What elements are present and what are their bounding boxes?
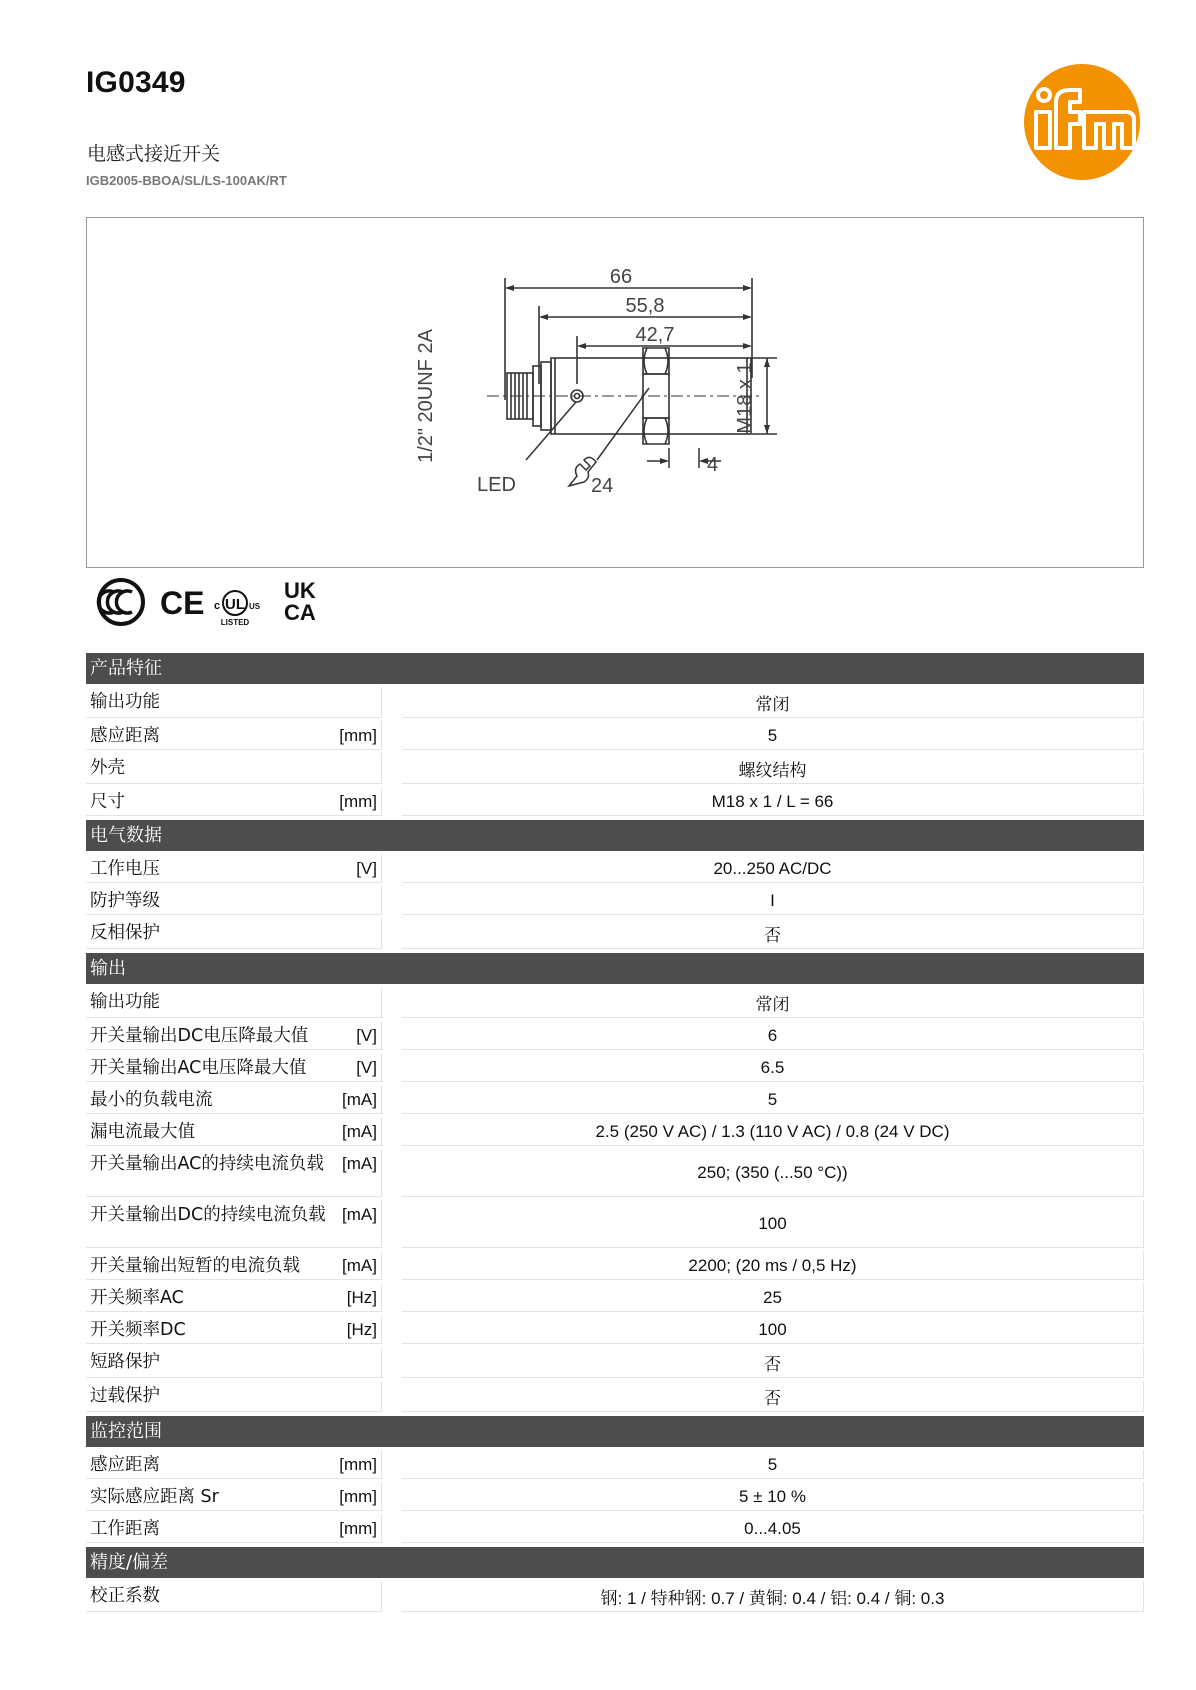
- spec-label-cell: [86, 1200, 382, 1248]
- spec-value: 25: [402, 1283, 1144, 1312]
- spec-row: [86, 787, 1144, 816]
- spec-row: [86, 1283, 1144, 1312]
- spec-label-cell: [86, 918, 382, 949]
- ccc-icon: [98, 580, 143, 624]
- spec-label-cell: [86, 1514, 382, 1543]
- spec-label-cell: [86, 886, 382, 915]
- spec-label: 开关量输出DC电压降最大值: [90, 1026, 309, 1046]
- spec-label: 开关量输出DC的持续电流负载: [90, 1205, 326, 1225]
- spec-row: [86, 1482, 1144, 1511]
- dimension-drawing: [86, 217, 1144, 568]
- spec-label: 开关量输出AC电压降最大值: [90, 1058, 307, 1078]
- spec-value: 否: [402, 918, 1144, 949]
- spec-value: 2200; (20 ms / 0,5 Hz): [402, 1251, 1144, 1280]
- spec-label-cell: [86, 1021, 382, 1050]
- spec-row: [86, 1053, 1144, 1082]
- dim-55-8: 55,8: [625, 295, 665, 317]
- ce-icon: CE: [160, 585, 205, 621]
- spec-label: 反相保护: [90, 923, 160, 943]
- svg-text:US: US: [249, 602, 261, 611]
- ukca-icon: [284, 578, 316, 625]
- spec-label-cell: [86, 1581, 382, 1612]
- spec-row: [86, 1085, 1144, 1114]
- spec-label: 漏电流最大值: [90, 1122, 195, 1142]
- spec-row: [86, 1381, 1144, 1412]
- spec-unit: [mm]: [339, 1455, 377, 1474]
- section-header: 输出: [86, 953, 1144, 984]
- spec-label-cell: [86, 1053, 382, 1082]
- spec-label-cell: [86, 1117, 382, 1146]
- ifm-logo: [1022, 62, 1142, 182]
- spec-row: [86, 1450, 1144, 1479]
- spec-label-cell: [86, 1149, 382, 1197]
- article-code: IGB2005-BBOA/SL/LS-100AK/RT: [86, 173, 287, 188]
- spec-unit: [mm]: [339, 1519, 377, 1538]
- ul-listed-icon: [214, 591, 261, 626]
- section-header: 电气数据: [86, 820, 1144, 851]
- spec-value: M18 x 1 / L = 66: [402, 787, 1144, 816]
- spec-label-cell: [86, 1450, 382, 1479]
- spec-row: [86, 1021, 1144, 1050]
- spec-label: 短路保护: [90, 1352, 160, 1372]
- dim-thread-unf: 1/2" 20UNF 2A: [415, 329, 437, 463]
- spec-row: [86, 1251, 1144, 1280]
- spec-value: 5 ± 10 %: [402, 1482, 1144, 1511]
- spec-unit: [mA]: [342, 1090, 377, 1109]
- spec-label: 实际感应距离 Sr: [90, 1487, 219, 1507]
- spec-row: [86, 687, 1144, 718]
- section-header: 精度/偏差: [86, 1547, 1144, 1578]
- svg-text:UK: UK: [284, 578, 316, 603]
- spec-value: 2.5 (250 V AC) / 1.3 (110 V AC) / 0.8 (24 V DC): [402, 1117, 1144, 1146]
- spec-label-cell: [86, 1283, 382, 1312]
- dim-66: 66: [609, 266, 633, 288]
- spec-row: [86, 721, 1144, 750]
- spec-value: 否: [402, 1381, 1144, 1412]
- spec-label-cell: [86, 787, 382, 816]
- svg-text:LISTED: LISTED: [220, 618, 250, 626]
- spec-label: 感应距离: [90, 1455, 160, 1475]
- spec-label: 输出功能: [90, 992, 160, 1012]
- spec-value: 6: [402, 1021, 1144, 1050]
- spec-label: 过载保护: [90, 1386, 160, 1406]
- spec-value: 5: [402, 721, 1144, 750]
- led-label: LED: [477, 474, 516, 496]
- spec-value: 100: [402, 1200, 1144, 1248]
- spec-label: 工作距离: [90, 1519, 160, 1539]
- spec-value: 20...250 AC/DC: [402, 854, 1144, 883]
- spec-unit: [Hz]: [346, 1288, 377, 1307]
- wrench-size: 24: [591, 475, 614, 497]
- spec-unit: [mA]: [342, 1122, 377, 1141]
- spec-row: [86, 987, 1144, 1018]
- spec-table: [86, 653, 1144, 1612]
- spec-label: 工作电压: [90, 859, 160, 879]
- spec-value: 钢: 1 / 特种钢: 0.7 / 黄铜: 0.4 / 铝: 0.4 / 铜: 0.3: [402, 1581, 1144, 1612]
- spec-label-cell: [86, 721, 382, 750]
- dim-42-7: 42,7: [635, 324, 675, 346]
- spec-row: [86, 918, 1144, 949]
- spec-unit: [mA]: [342, 1205, 377, 1224]
- spec-label-cell: [86, 1251, 382, 1280]
- spec-value: 6.5: [402, 1053, 1144, 1082]
- spec-unit: [mm]: [339, 1487, 377, 1506]
- spec-label: 开关量输出短暂的电流负载: [90, 1256, 300, 1276]
- spec-unit: [mm]: [339, 726, 377, 745]
- spec-unit: [mm]: [339, 792, 377, 811]
- svg-text:UL: UL: [225, 596, 245, 613]
- spec-value: 5: [402, 1085, 1144, 1114]
- spec-value: 常闭: [402, 987, 1144, 1018]
- spec-unit: [Hz]: [346, 1320, 377, 1339]
- spec-label: 校正系数: [90, 1586, 160, 1606]
- svg-text:c: c: [214, 600, 221, 612]
- spec-row: [86, 1347, 1144, 1378]
- spec-row: [86, 886, 1144, 915]
- spec-row: [86, 1117, 1144, 1146]
- spec-label-cell: [86, 854, 382, 883]
- spec-label: 开关频率AC: [90, 1288, 184, 1308]
- spec-value: 5: [402, 1450, 1144, 1479]
- spec-row: [86, 753, 1144, 784]
- spec-label: 开关量输出AC的持续电流负载: [90, 1154, 324, 1174]
- svg-text:CA: CA: [284, 600, 316, 625]
- spec-row: [86, 1315, 1144, 1344]
- spec-label: 输出功能: [90, 692, 160, 712]
- spec-label: 防护等级: [90, 891, 160, 911]
- logo-text: ifm: [1082, 178, 1084, 179]
- section-header: 产品特征: [86, 653, 1144, 684]
- spec-value: 100: [402, 1315, 1144, 1344]
- section-header: 监控范围: [86, 1416, 1144, 1447]
- spec-label-cell: [86, 1482, 382, 1511]
- spec-label: 开关频率DC: [90, 1320, 186, 1340]
- spec-label-cell: [86, 1381, 382, 1412]
- spec-row: [86, 1581, 1144, 1612]
- spec-label: 感应距离: [90, 726, 160, 746]
- spec-label-cell: [86, 753, 382, 784]
- spec-unit: [V]: [356, 1058, 377, 1077]
- certification-marks: [92, 576, 332, 626]
- dim-m18: M18 x 1: [734, 362, 756, 434]
- spec-value: 螺纹结构: [402, 753, 1144, 784]
- spec-unit: [V]: [356, 1026, 377, 1045]
- spec-label: 外壳: [90, 758, 125, 778]
- product-subtitle: 电感式接近开关: [87, 143, 221, 165]
- spec-label-cell: [86, 1347, 382, 1378]
- product-title: IG0349: [86, 66, 186, 99]
- spec-unit: [mA]: [342, 1256, 377, 1275]
- spec-unit: [mA]: [342, 1154, 377, 1173]
- spec-value: I: [402, 886, 1144, 915]
- spec-value: 0...4.05: [402, 1514, 1144, 1543]
- spec-row: [86, 1514, 1144, 1543]
- spec-unit: [V]: [356, 859, 377, 878]
- spec-label: 最小的负载电流: [90, 1090, 213, 1110]
- spec-label-cell: [86, 687, 382, 718]
- dim-4: 4: [707, 454, 719, 476]
- spec-label-cell: [86, 1085, 382, 1114]
- spec-row: [86, 1149, 1144, 1197]
- spec-row: [86, 854, 1144, 883]
- spec-value: 常闭: [402, 687, 1144, 718]
- spec-value: 250; (350 (...50 °C)): [402, 1149, 1144, 1197]
- spec-label-cell: [86, 987, 382, 1018]
- spec-value: 否: [402, 1347, 1144, 1378]
- spec-label-cell: [86, 1315, 382, 1344]
- spec-label: 尺寸: [90, 792, 125, 812]
- spec-row: [86, 1200, 1144, 1248]
